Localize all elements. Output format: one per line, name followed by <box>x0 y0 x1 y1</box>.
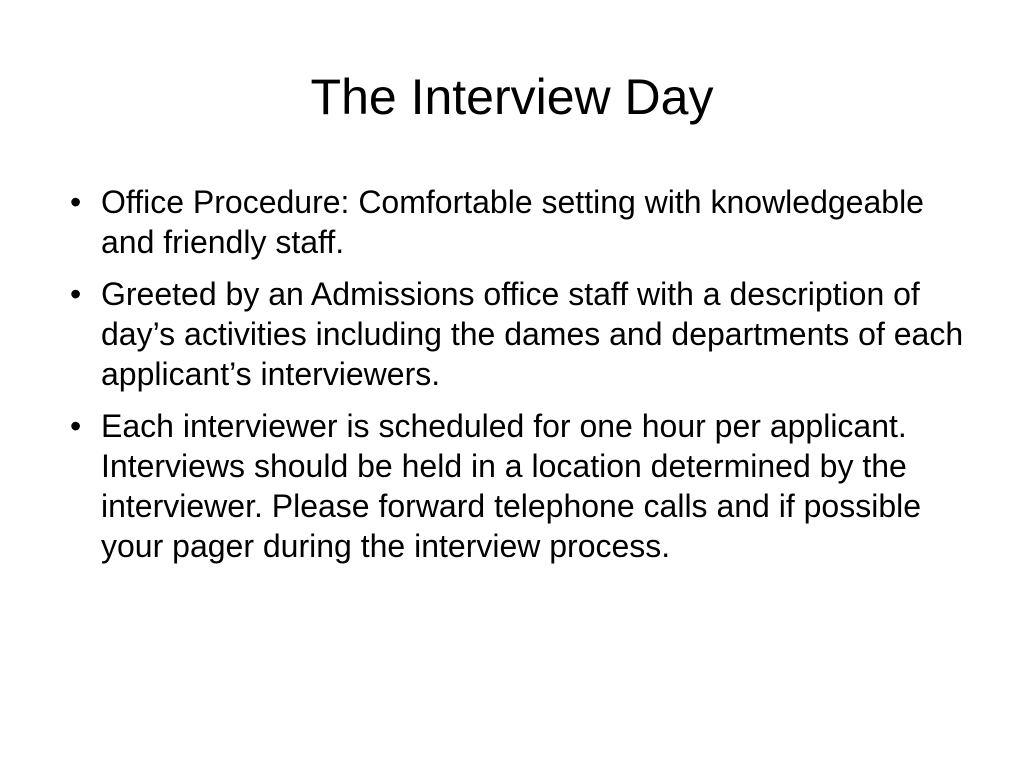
list-item <box>70 182 970 262</box>
bullet-icon: • <box>70 408 82 444</box>
bullet-icon: • <box>70 276 82 312</box>
bullet-text-scheduling: Each interviewer is scheduled for one hour per applicant. Interviews should be held in a location determined by the interviewer. Please forward telephone calls and if possible your pager during the interview process. <box>101 408 922 564</box>
bullet-list <box>70 182 970 578</box>
bullet-text-office-procedure: Office Procedure: Comfortable setting with knowledgeable and friendly staff. <box>101 184 924 260</box>
bullet-text-greeting: Greeted by an Admissions office staff with a description of day’s activities including the dames and departments of each applicant’s interviewers. <box>101 276 964 392</box>
list-item <box>70 406 970 566</box>
slide-title: The Interview Day <box>310 69 714 125</box>
list-item <box>70 274 970 394</box>
bullet-icon: • <box>70 184 82 220</box>
